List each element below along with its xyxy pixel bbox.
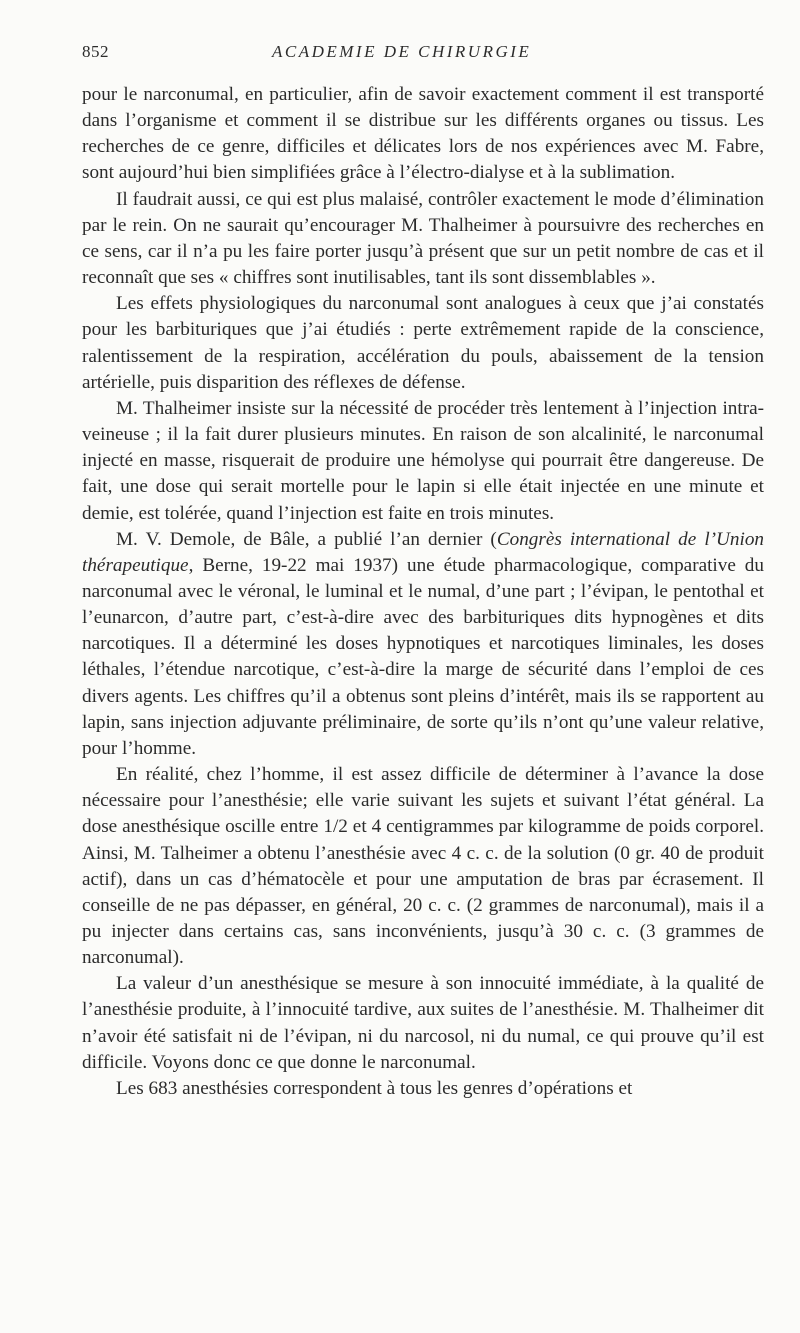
paragraph-2: Il faudrait aussi, ce qui est plus malaisé, contrôler exactement le mode d’élimination par le rein. On ne saurait qu’encourager M. Thalheimer à poursuivre des recherches en ce sens, car il n’a pu les faire porter jusqu’à présent que sur un petit nombre de cas et il reconnaît que ses « chiffres sont inutilisables, tant ils sont dissemblables ». — [82, 188, 764, 289]
paragraph-7: La valeur d’un anesthésique se mesure à son innocuité immédiate, à la qualité de l’anesthésie produite, à l’innocuité tardive, aux suites de l’anesthésie. M. Thalheimer dit n’avoir été satisfait ni de l’évipan, ni du narcosol, ni du numal, ce qui prouve qu’il est difficile. Voyons donc ce que donne le narconumal. — [82, 973, 764, 1073]
paragraph-3: Les effets physiologiques du narconumal sont analogues à ceux que j’ai constatés pour les barbituriques que j’ai étudiés : perte extrêmement rapide de la conscience, ralentissement de la respiration, accélération du pouls, abaissement de la tension artérielle, puis disparition des réflexes de défense. — [82, 293, 764, 393]
paragraph-5-text-after: , Berne, 19-22 mai 1937) une étude pharmacologique, comparative du narconumal avec le véronal, le luminal et le numal, d’une part ; l’évipan, le pentothal et l’eunarcon, d’autre part, c’est-à-dire avec des barbituriques dits hypnogènes et dits narcotiques. Il a déterminé les doses hypnotiques et narcotiques liminales, les doses léthales, l’étendue narcotique, c’est-à-dire la marge de sécurité dans l’emploi de ces divers agents. Les chiffres qu’il a obtenus sont pleins d’intérêt, mais ils se rapportent au lapin, sans injection adjuvante préliminaire, de sorte qu’ils n’ont qu’une valeur relative, pour l’homme. — [82, 554, 764, 759]
paragraph-6: En réalité, chez l’homme, il est assez difficile de déterminer à l’avance la dose nécessaire pour l’anesthésie; elle varie suivant les sujets et suivant l’état général. La dose anesthésique oscille entre 1/2 et 4 centigrammes par kilogramme de poids corporel. Ainsi, M. Talheimer a obtenu l’anesthésie avec 4 c. c. de la solution (0 gr. 40 de produit actif), dans un cas d’hématocèle et pour une amputation de bras par écrasement. Il conseille de ne pas dépasser, en général, 20 c. c. (2 grammes de narconumal), mais il a pu injecter dans certains cas, sans inconvénients, jusqu’à 30 c. c. (3 grammes de narconumal). — [82, 764, 764, 969]
paragraph-8: Les 683 anesthésies correspondent à tous les genres d’opérations et — [116, 1077, 633, 1099]
paragraph-5-citation: Congrès international de l’Union thérapeutique — [82, 528, 765, 576]
document-page — [82, 42, 764, 1102]
paragraph-1: pour le narconumal, en particulier, afin de savoir exactement comment il est transporté dans l’organisme et comment il se distribue sur les différents organes ou tissus. Les recherches de ce genre, difficiles et délicates lors de nos expériences avec M. Fabre, sont aujourd’hui bien simplifiées grâce à l’électro-dialyse et à la sublimation. — [82, 84, 764, 184]
page-number: 852 — [82, 42, 109, 61]
paragraph-5-text-before: M. V. Demole, de Bâle, a publié l’an dernier ( — [116, 528, 497, 550]
body-text — [82, 82, 764, 1102]
running-title: ACADEMIE DE CHIRURGIE — [272, 42, 532, 61]
paragraph-5 — [82, 527, 764, 762]
page-header — [82, 42, 764, 72]
paragraph-4: M. Thalheimer insiste sur la nécessité de procéder très lentement à l’injection intra-veineuse ; il la fait durer plusieurs minutes. En raison de son alcalinité, le narconumal injecté en masse, risquerait de produire une hémolyse qui pourrait être dangereuse. De fait, une dose qui serait mortelle pour le lapin si elle était injectée en une minute et demie, est tolérée, quand l’injection est faite en trois minutes. — [82, 397, 764, 524]
